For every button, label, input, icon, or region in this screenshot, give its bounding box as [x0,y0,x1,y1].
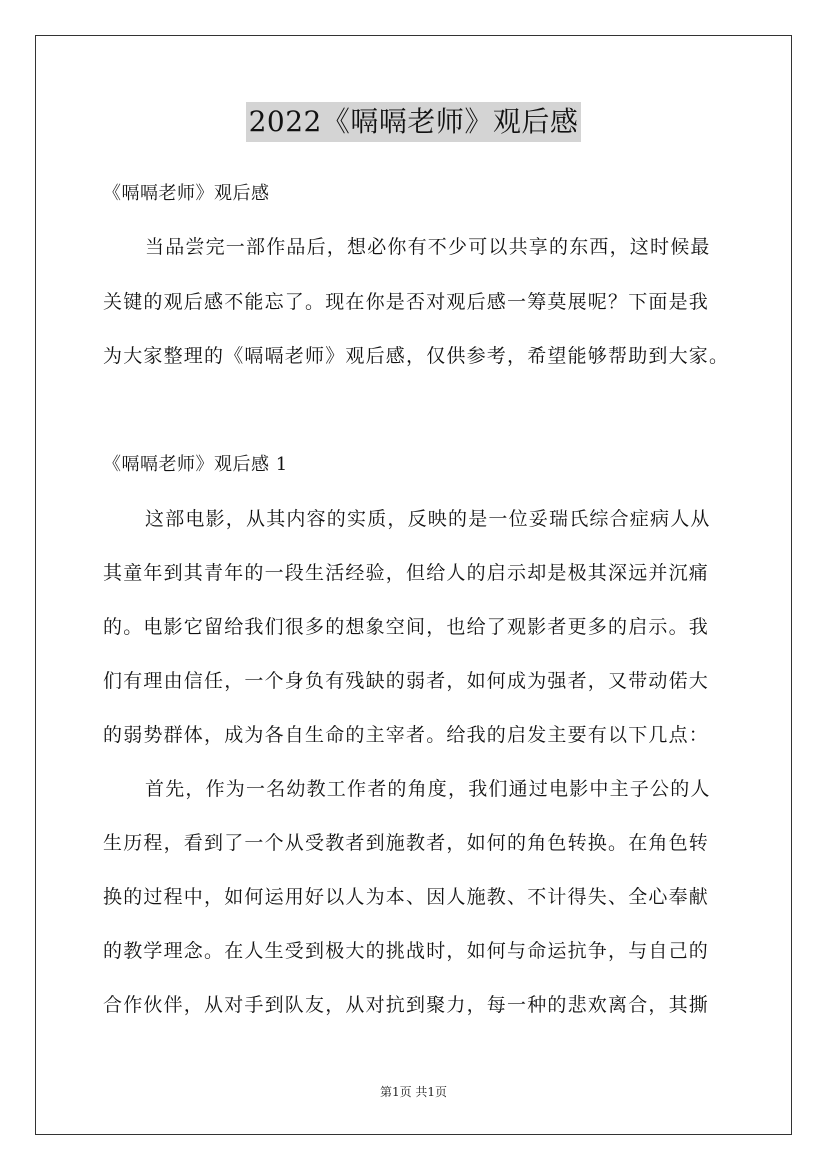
intro-line: 为大家整理的《嗝嗝老师》观后感，仅供参考，希望能够帮助到大家。 [103,345,730,367]
paragraph-line: 换的过程中，如何运用好以人为本、因人施教、不计得失、全心奉献 [103,886,710,908]
document-subtitle: 《嗝嗝老师》观后感 [103,183,270,204]
paragraph-line: 其童年到其青年的一段生活经验，但给人的启示却是极其深远并沉痛 [103,562,710,584]
document-title: 2022《嗝嗝老师》观后感 [246,102,582,142]
paragraph-line: 们有理由信任，一个身负有残缺的弱者，如何成为强者，又带动偌大 [103,670,710,692]
paragraph-line: 生历程，看到了一个从受教者到施教者，如何的角色转换。在角色转 [103,832,710,854]
page-footer: 第1页 共1页 [379,1085,448,1099]
paragraph-line: 首先，作为一名幼教工作者的角度，我们通过电影中主子公的人 [145,778,711,800]
intro-line: 当品尝完一部作品后，想必你有不少可以共享的东西，这时候最 [145,236,711,258]
paragraph-line: 合作伙伴，从对手到队友，从对抗到聚力，每一种的悲欢离合，其撕 [103,994,710,1016]
paragraph-line: 的弱势群体，成为各自生命的主宰者。给我的启发主要有以下几点： [103,724,710,746]
intro-line: 关键的观后感不能忘了。现在你是否对观后感一筹莫展呢？下面是我 [103,291,710,313]
paragraph-line: 这部电影，从其内容的实质，反映的是一位妥瑞氏综合症病人从 [145,508,711,530]
title-wrap [0,102,827,142]
paragraph-line: 的。电影它留给我们很多的想象空间，也给了观影者更多的启示。我 [103,616,710,638]
section-heading: 《嗝嗝老师》观后感 1 [103,454,288,475]
paragraph-line: 的教学理念。在人生受到极大的挑战时，如何与命运抗争，与自己的 [103,940,710,962]
